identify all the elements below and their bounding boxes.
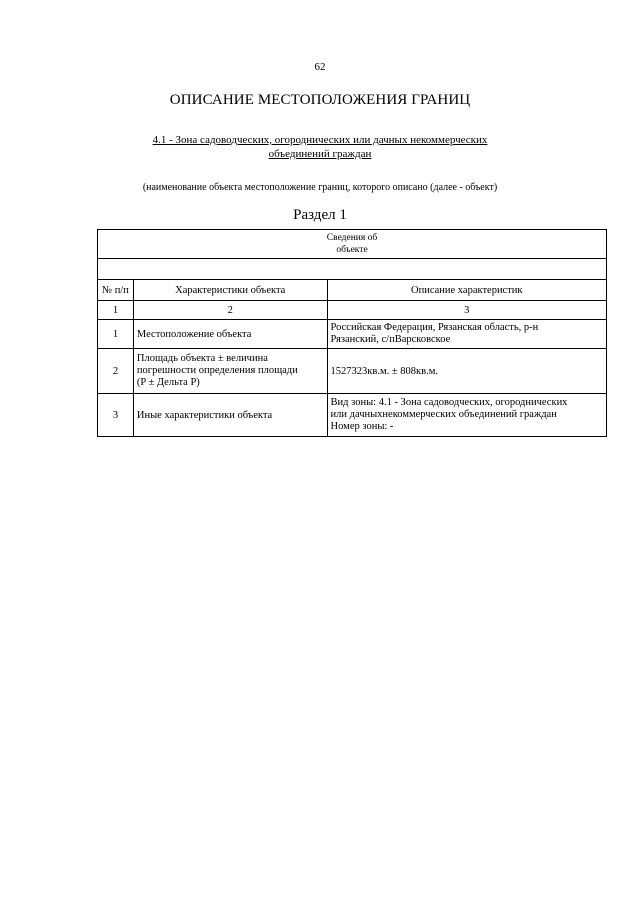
table-header-row [98, 230, 607, 259]
table-spacer-row [98, 259, 607, 280]
table-spacer-cell [98, 259, 607, 280]
page-number: 62 [314, 61, 326, 73]
row-number: 2 [98, 349, 134, 394]
table-row [98, 320, 607, 349]
table-row [98, 349, 607, 394]
row-characteristic-line: Площадь объекта ± величина [136, 353, 268, 364]
column-header-description: Описание характеристик [327, 280, 606, 301]
row-number: 1 [98, 320, 134, 349]
row-description: 1527323кв.м. ± 808кв.м. [327, 349, 606, 394]
row-description-line: Рязанский, с/пВарсковское [330, 334, 451, 345]
table-header-line-1: Сведения об [326, 233, 378, 243]
row-description [327, 320, 606, 349]
object-name-line-2: объединений граждан [268, 148, 372, 160]
row-description-line: Вид зоны: 4.1 - Зона садоводческих, огороднических [330, 397, 568, 408]
table-header-cell [98, 230, 607, 259]
row-description-line: Номер зоны: - [330, 421, 394, 432]
column-number-row [98, 301, 607, 320]
object-name [0, 133, 640, 161]
table-row [98, 394, 607, 437]
column-header-characteristics: Характеристики объекта [133, 280, 327, 301]
object-name-line-1: 4.1 - Зона садоводческих, огороднических или дачных некоммерческих [152, 134, 488, 146]
row-description-line: или дачныхнекоммерческих объединений граждан [330, 409, 557, 420]
document-title: ОПИСАНИЕ МЕСТОПОЛОЖЕНИЯ ГРАНИЦ [169, 92, 471, 108]
column-header-row [98, 280, 607, 301]
row-number: 3 [98, 394, 134, 437]
row-characteristic-line: (P ± Дельта P) [136, 377, 200, 388]
column-number-1: 1 [98, 301, 134, 320]
column-number-2: 2 [133, 301, 327, 320]
row-characteristic: Иные характеристики объекта [133, 394, 327, 437]
row-characteristic-line: погрешности определения площади [136, 365, 298, 376]
row-description-line: Российская Федерация, Рязанская область, р-н [330, 322, 539, 333]
row-characteristic: Местоположение объекта [133, 320, 327, 349]
row-characteristic [133, 349, 327, 394]
table-header-line-2: объекте [336, 245, 368, 255]
object-info-table [97, 229, 607, 437]
section-title: Раздел 1 [293, 207, 347, 223]
column-header-number: № п/п [98, 280, 134, 301]
object-name-caption: (наименование объекта местоположение границ, которого описано (далее - объект) [142, 182, 498, 193]
column-number-3: 3 [327, 301, 606, 320]
row-description [327, 394, 606, 437]
